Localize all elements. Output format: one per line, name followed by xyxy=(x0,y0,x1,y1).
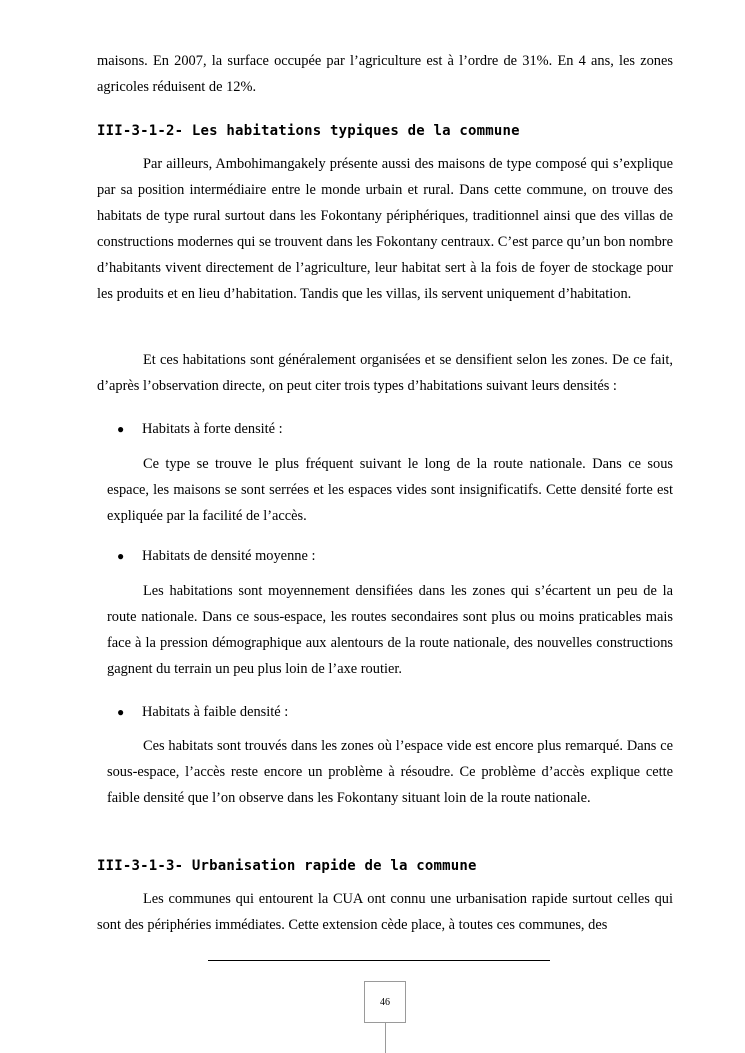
section-2-paragraph-2 xyxy=(97,347,673,399)
paragraph-text: Par ailleurs, Ambohimangakely présente aussi des maisons de type composé qui s’explique par sa position intermédiaire entre le monde urbain et rural. Dans cette commune, on trouve des habitats de type rural surtout dans les Fokontany périphériques, traditionnel ainsi que des villas de constructions modernes qui se trouvent dans les Fokontany centraux. C’est parce qu’un bon nombre d’habitants vivent directement de l’agriculture, leur habitat sert à la fois de foyer de stockage pour les produits et en lieu d’habitation. Tandis que les villas, ils servent uniquement d’habitation. xyxy=(97,156,673,302)
page-number-box xyxy=(364,981,406,1023)
bullet-dot-icon: ● xyxy=(117,549,125,563)
paragraph-text: Les communes qui entourent la CUA ont connu une urbanisation rapide surtout celles qui sont des périphéries immédiates. Cette extension cède place, à toutes ces communes, des xyxy=(97,891,673,933)
bullet-paragraph-forte-densite xyxy=(107,451,673,529)
bullet-label: Habitats à faible densité : xyxy=(142,704,289,720)
bullet-item-forte-densite xyxy=(117,416,283,442)
intro-paragraph-text: maisons. En 2007, la surface occupée par l’agriculture est à l’ordre de 31%. En 4 ans, les zones agricoles réduisent de 12%. xyxy=(97,53,673,95)
bullet-dot-icon: ● xyxy=(117,422,125,436)
paragraph-text: Ce type se trouve le plus fréquent suivant le long de la route nationale. Dans ce sous espace, les maisons se sont serrées et les espaces vides sont insignificatifs. Cette densité forte est expliquée par la facilité de l’accès. xyxy=(107,456,673,524)
bullet-paragraph-faible-densite xyxy=(107,733,673,811)
page-number-stem xyxy=(385,1023,386,1053)
bullet-label: Habitats à forte densité : xyxy=(142,421,283,437)
section-heading-habitations: III-3-1-2- Les habitations typiques de la commune xyxy=(97,123,520,139)
bullet-item-faible-densite xyxy=(117,699,288,725)
paragraph-text: Les habitations sont moyennement densifiées dans les zones qui s’écartent un peu de la route nationale. Dans ce sous-espace, les routes secondaires sont plus ou moins praticables mais face à la pression démographique aux alentours de la route nationale, des nouvelles constructions gagnent du terrain un peu plus loin de l’axe routier. xyxy=(107,583,673,677)
bullet-dot-icon: ● xyxy=(117,705,125,719)
section-3-paragraph-1 xyxy=(97,886,673,938)
bullet-item-densite-moyenne xyxy=(117,543,315,569)
footer-rule xyxy=(208,960,550,961)
paragraph-text: Ces habitats sont trouvés dans les zones où l’espace vide est encore plus remarqué. Dans ce sous-espace, l’accès reste encore un problème à résoudre. Ce problème d’accès explique cette faible densité que l’on observe dans les Fokontany situant loin de la route nationale. xyxy=(107,738,673,806)
section-2-paragraph-1 xyxy=(97,151,673,307)
bullet-label: Habitats de densité moyenne : xyxy=(142,548,316,564)
page-number: 46 xyxy=(380,996,390,1008)
paragraph-text: Et ces habitations sont généralement organisées et se densifient selon les zones. De ce fait, d’après l’observation directe, on peut citer trois types d’habitations suivant leurs densités : xyxy=(97,352,673,394)
intro-paragraph xyxy=(97,48,673,100)
bullet-paragraph-densite-moyenne xyxy=(107,578,673,682)
section-heading-urbanisation: III-3-1-3- Urbanisation rapide de la commune xyxy=(97,858,477,874)
